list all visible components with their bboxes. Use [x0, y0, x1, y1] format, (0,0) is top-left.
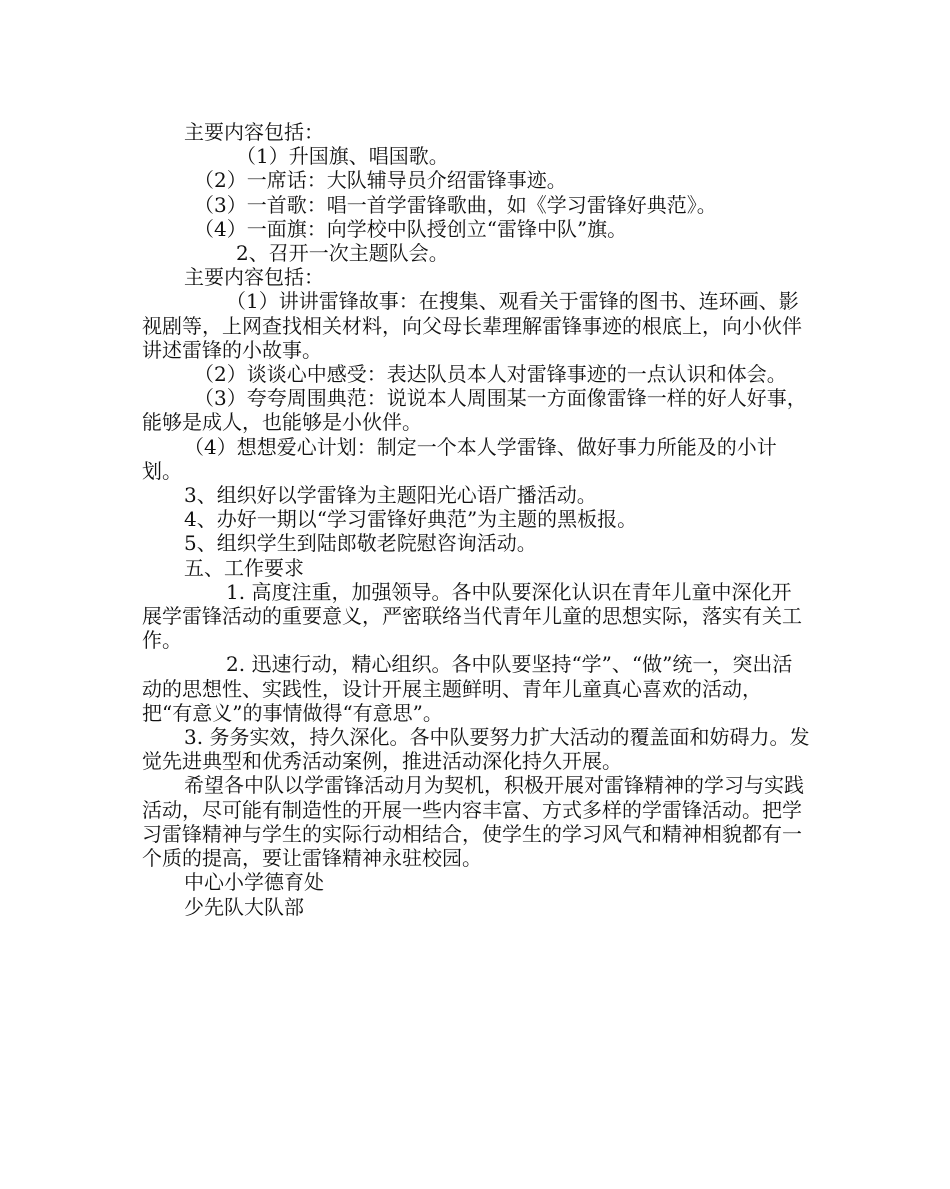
- paragraph: （4）一面旗：向学校中队授创立“雷锋中队”旗。: [194, 216, 628, 241]
- paragraph: （3）夸夸周围典范：说说本人周围某一方面像雷锋一样的好人好事，能够是成人，也能够是小伙伴。: [142, 386, 807, 435]
- paragraph: （1）讲讲雷锋故事：在搜集、观看关于雷锋的图书、连环画、影视剧等，上网查找相关材料，向父母长辈理解雷锋事迹的根底上，向小伙伴讲述雷锋的小故事。: [142, 289, 802, 362]
- paragraph: （3）一首歌：唱一首学雷锋歌曲，如《学习雷锋好典范》。: [194, 192, 717, 217]
- paragraph: （2）谈谈心中感受：表达队员本人对雷锋事迹的一点认识和体会。: [194, 362, 787, 387]
- paragraph: 1. 高度注重，加强领导。各中队要深化认识在青年儿童中深化开展学雷锋活动的重要意义，严密联络当代青年儿童的思想实际，落实有关工作。: [142, 579, 802, 653]
- paragraph: （4）想想爱心计划：制定一个本人学雷锋、做好事力所能及的小计划。: [142, 434, 777, 483]
- paragraph: 希望各中队以学雷锋活动月为契机，积极开展对雷锋精神的学习与实践活动，尽可能有制造性的开展一些内容丰富、方式多样的学雷锋活动。把学习雷锋精神与学生的实际行动相结合，使学生的学习风气和精神相貌都有一个质的提高，要让雷锋精神永驻校园。: [142, 773, 804, 871]
- paragraph: 3、组织好以学雷锋为主题阳光心语广播活动。: [184, 483, 597, 508]
- paragraph: 主要内容包括：: [184, 120, 324, 144]
- paragraph: 4、办好一期以“学习雷锋好典范”为主题的黑板报。: [184, 507, 638, 532]
- signature-line: 少先队大队部: [184, 894, 304, 919]
- paragraph: 3. 务务实效，持久深化。各中队要努力扩大活动的覆盖面和妨碍力。发觉先进典型和优秀活动案例，推进活动深化持久开展。: [142, 725, 810, 774]
- paragraph: 5、组织学生到陆郎敬老院慰咨询活动。: [184, 531, 537, 556]
- paragraph: （2）一席话：大队辅导员介绍雷锋事迹。: [194, 168, 567, 193]
- document-body: [142, 120, 810, 919]
- paragraph: （1）升国旗、唱国歌。: [236, 144, 449, 169]
- paragraph: 2、召开一次主题队会。: [236, 241, 449, 266]
- paragraph: 主要内容包括：: [184, 265, 324, 290]
- paragraph: 2. 迅速行动，精心组织。各中队要坚持“学”、“做”统一，突出活动的思想性、实践性，设计开展主题鲜明、青年儿童真心喜欢的活动，把“有意义”的事情做得“有意思”。: [142, 652, 793, 725]
- section-heading: 五、工作要求: [184, 555, 304, 580]
- signature-line: 中心小学德育处: [184, 870, 324, 895]
